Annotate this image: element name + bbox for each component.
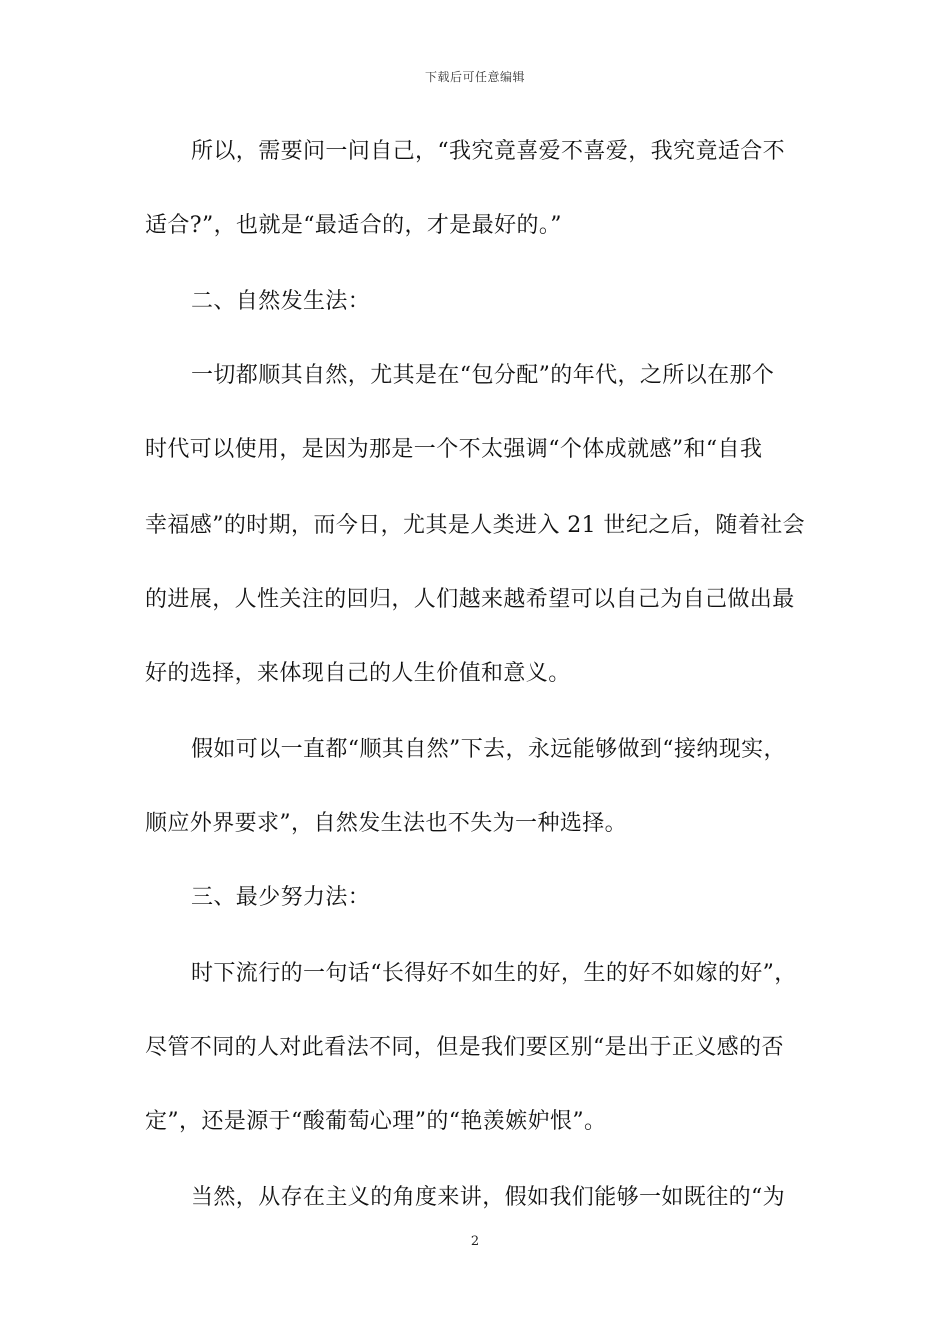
paragraph-line: 时代可以使用，是因为那是一个不太强调“个体成就感”和“自我 xyxy=(145,437,763,462)
paragraph-line: 当然，从存在主义的角度来讲，假如我们能够一如既往的“为 xyxy=(191,1185,786,1210)
paragraph-line: 尽管不同的人对此看法不同，但是我们要区别“是出于正义感的否 xyxy=(145,1035,784,1060)
paragraph-line: 好的选择，来体现自己的人生价值和意义。 xyxy=(145,661,571,686)
paragraph-line: 适合?”，也就是“最适合的，才是最好的。” xyxy=(145,213,562,238)
paragraph-line: 定”，还是源于“酸葡萄心理”的“艳羡嫉妒恨”。 xyxy=(145,1109,607,1134)
paragraph-line: 的进展，人性关注的回归，人们越来越希望可以自己为自己做出最 xyxy=(145,587,795,612)
section-heading: 三、最少努力法： xyxy=(191,885,371,910)
paragraph-line: 假如可以一直都“顺其自然”下去，永远能够做到“接纳现实， xyxy=(191,737,786,762)
paragraph-line: 时下流行的一句话“长得好不如生的好，生的好不如嫁的好”， xyxy=(191,961,797,986)
paragraph-line: 幸福感”的时期，而今日，尤其是人类进入 21 世纪之后，随着社会 xyxy=(145,513,806,538)
paragraph-line: 顺应外界要求”，自然发生法也不失为一种选择。 xyxy=(145,811,628,836)
paragraph-line: 一切都顺其自然，尤其是在“包分配”的年代，之所以在那个 xyxy=(191,363,775,388)
page-header-note: 下载后可任意编辑 xyxy=(424,70,525,84)
page-number: 2 xyxy=(470,1234,480,1249)
section-heading: 二、自然发生法： xyxy=(191,289,371,314)
paragraph-line: 所以，需要问一问自己，“我究竟喜爱不喜爱，我究竟适合不 xyxy=(191,139,786,164)
